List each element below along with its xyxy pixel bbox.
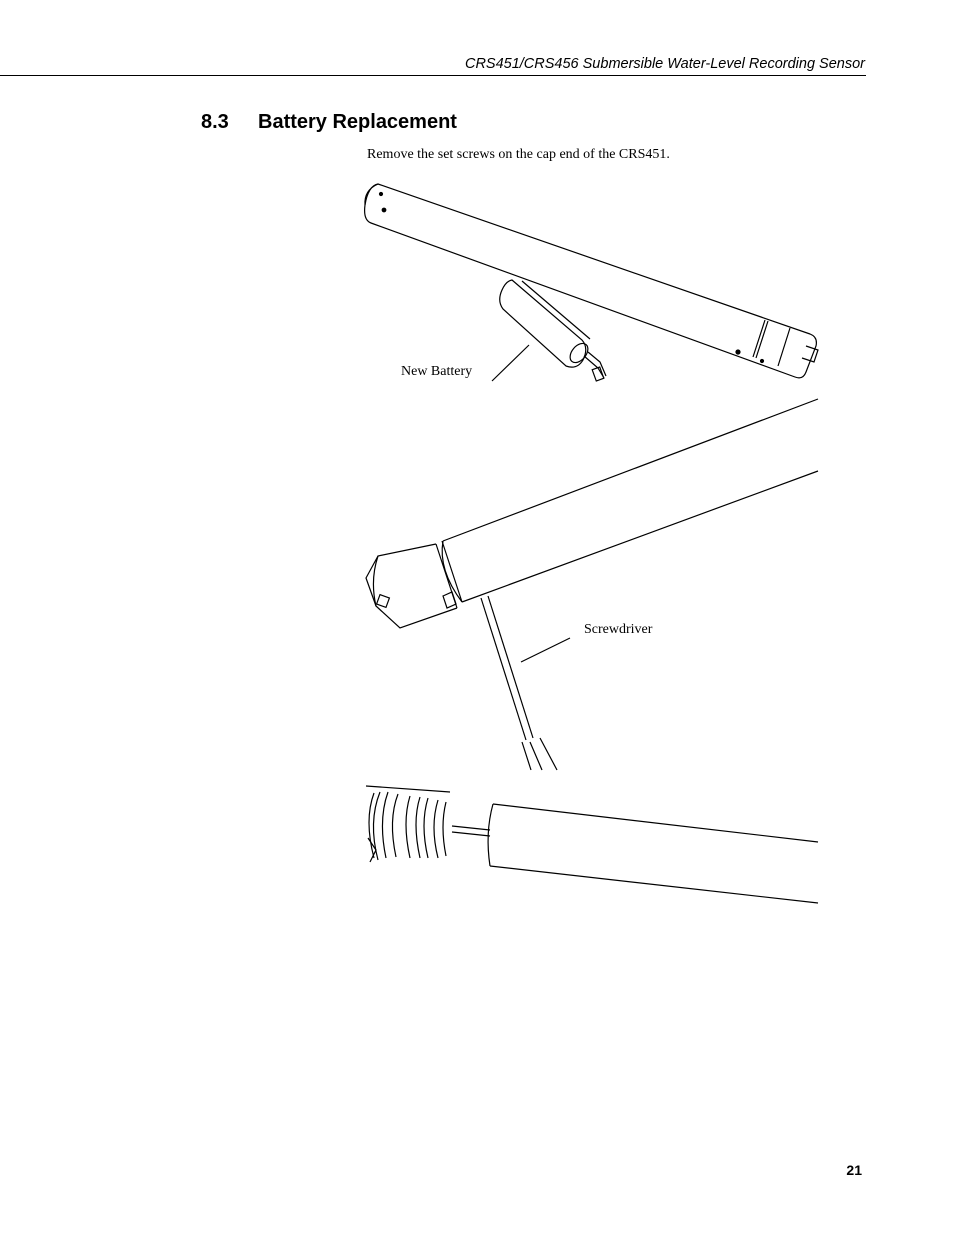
- instruction-text: Remove the set screws on the cap end of the CRS451.: [367, 147, 670, 162]
- section-number: 8.3: [201, 111, 229, 133]
- page-number: 21: [846, 1162, 862, 1178]
- section-title: Battery Replacement: [258, 111, 457, 133]
- running-header: CRS451/CRS456 Submersible Water-Level Recording Sensor: [464, 56, 865, 72]
- screwdriver-label: Screwdriver: [584, 622, 653, 637]
- new-battery-label: New Battery: [401, 364, 473, 379]
